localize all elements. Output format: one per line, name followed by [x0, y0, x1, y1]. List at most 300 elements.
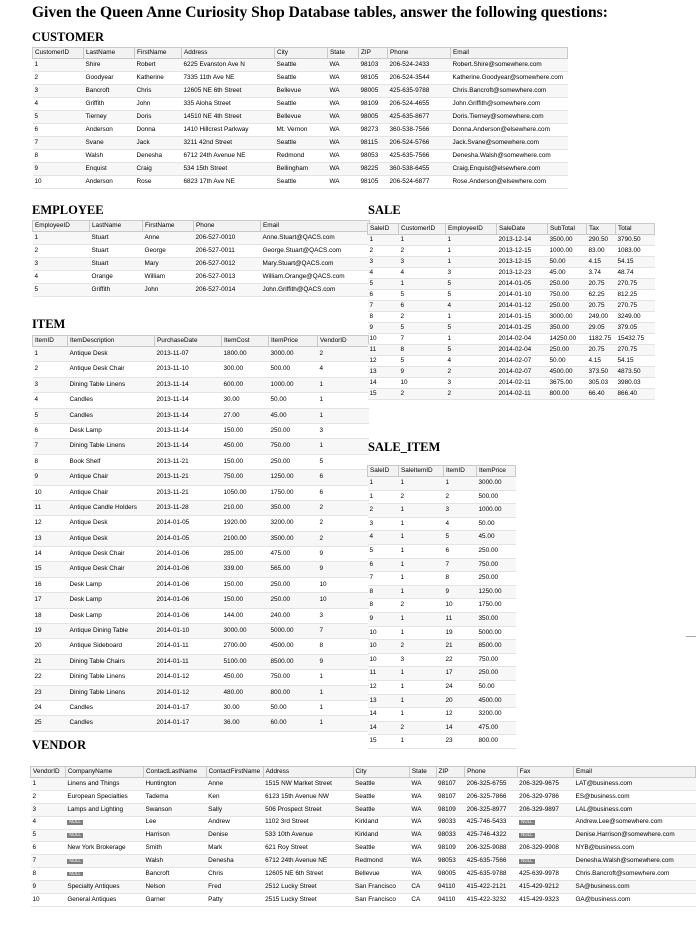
- table-cell: 9: [33, 470, 68, 485]
- table-cell: 1: [446, 257, 497, 268]
- table-cell: 25: [33, 716, 68, 731]
- table-cell: Mary: [143, 258, 194, 271]
- table-cell: 4: [446, 301, 497, 312]
- table-cell: Sally: [206, 803, 263, 816]
- table-cell: 4873.50: [616, 367, 655, 378]
- table-cell: Walsh: [144, 855, 207, 868]
- table-cell: 1410 Hillcrest Parkway: [182, 124, 275, 137]
- table-cell: 98053: [359, 150, 388, 163]
- table-cell: 750.00: [477, 653, 516, 667]
- table-cell: Seattle: [353, 790, 409, 803]
- table-cell: 1: [31, 778, 66, 791]
- table-cell: 1: [399, 694, 444, 708]
- table-row: [33, 577, 369, 592]
- table-cell: 36.00: [222, 716, 269, 731]
- table-cell: 2: [368, 504, 399, 518]
- table-cell: 3: [368, 517, 399, 531]
- column-header: Address: [182, 48, 275, 59]
- table-cell: 2: [399, 599, 444, 613]
- table-cell: 4: [368, 268, 399, 279]
- table-cell: 1: [446, 246, 497, 257]
- table-cell: 206-527-0013: [194, 271, 261, 284]
- table-row: [33, 111, 568, 124]
- table-cell: 9: [31, 881, 66, 894]
- table-cell: 10: [368, 626, 399, 640]
- table-cell: 2014-01-10: [497, 290, 548, 301]
- table-row: [368, 235, 655, 246]
- table-cell: 23: [33, 685, 68, 700]
- table-cell: 45.00: [548, 268, 587, 279]
- table-cell: 270.75: [616, 279, 655, 290]
- table-cell: Rose: [135, 176, 182, 189]
- table-cell: 150.00: [222, 454, 269, 469]
- table-cell: 2014-01-11: [155, 639, 222, 654]
- table-cell: 5: [368, 544, 399, 558]
- item-section-label: ITEM: [32, 317, 66, 331]
- null-badge: NULL: [521, 832, 533, 838]
- table-cell: San Francisco: [353, 894, 409, 907]
- table-row: [368, 694, 516, 708]
- table-cell: Andrew.Lee@somewhere.com: [573, 816, 695, 829]
- column-header: SaleID: [368, 466, 399, 477]
- table-cell: 1: [399, 626, 444, 640]
- table-cell: CA: [409, 894, 436, 907]
- table-row: [368, 544, 516, 558]
- table-cell: 450.00: [222, 670, 269, 685]
- employee-header-row: [33, 221, 370, 232]
- table-cell: 98005: [359, 85, 388, 98]
- table-cell: 1: [318, 716, 369, 731]
- column-header: LastName: [90, 221, 143, 232]
- table-cell: 750.00: [269, 439, 318, 454]
- table-row: [368, 312, 655, 323]
- table-cell: 250.00: [477, 667, 516, 681]
- column-header: Email: [573, 767, 695, 778]
- table-cell: WA: [409, 790, 436, 803]
- table-row: [33, 454, 369, 469]
- table-cell: 3500.00: [269, 531, 318, 546]
- table-cell: 10: [318, 593, 369, 608]
- table-cell: 2014-01-12: [155, 670, 222, 685]
- table-cell: 10: [368, 334, 399, 345]
- table-cell: 3: [318, 608, 369, 623]
- table-cell: 10: [318, 577, 369, 592]
- table-row: [368, 279, 655, 290]
- table-cell: 450.00: [222, 439, 269, 454]
- table-cell: 3: [399, 257, 446, 268]
- table-cell: WA: [409, 778, 436, 791]
- table-cell: 11: [368, 345, 399, 356]
- table-cell: 2: [318, 516, 369, 531]
- table-row: [33, 700, 369, 715]
- table-cell: 2: [368, 246, 399, 257]
- table-cell: 20.75: [587, 279, 616, 290]
- table-cell: 10: [33, 485, 68, 500]
- table-cell: 350.00: [548, 323, 587, 334]
- table-row: [368, 640, 516, 654]
- column-header: ZIP: [436, 767, 465, 778]
- table-cell: 50.00: [477, 680, 516, 694]
- column-header: Total: [616, 224, 655, 235]
- table-cell: 10: [368, 653, 399, 667]
- table-cell: Specialty Antiques: [65, 881, 143, 894]
- table-cell: Stuart: [90, 232, 143, 245]
- table-cell: 2014-01-06: [155, 593, 222, 608]
- table-cell: 24: [444, 680, 477, 694]
- table-cell: 3000.00: [477, 477, 516, 491]
- table-cell: 206-524-6877: [388, 176, 451, 189]
- table-cell: Bellevue: [353, 868, 409, 881]
- table-cell: WA: [328, 163, 359, 176]
- table-cell: 98115: [359, 137, 388, 150]
- table-cell: WA: [409, 842, 436, 855]
- table-cell: Bancroft: [144, 868, 207, 881]
- table-cell: WA: [409, 868, 436, 881]
- table-cell: 750.00: [269, 670, 318, 685]
- table-cell: 6: [368, 290, 399, 301]
- table-cell: 3211 42nd Street: [182, 137, 275, 150]
- table-cell: 14: [368, 708, 399, 722]
- table-cell: 45.00: [477, 531, 516, 545]
- table-cell: 206-325-7866: [465, 790, 518, 803]
- table-row: [33, 470, 369, 485]
- table-row: [33, 98, 568, 111]
- table-cell: Nelson: [144, 881, 207, 894]
- table-cell: Ken: [206, 790, 263, 803]
- table-cell: WA: [328, 85, 359, 98]
- table-cell: 6: [33, 124, 84, 137]
- table-cell: 6: [318, 470, 369, 485]
- table-cell: CA: [409, 881, 436, 894]
- table-cell: 1050.00: [222, 485, 269, 500]
- table-cell: WA: [328, 59, 359, 72]
- table-cell: Antique Desk Chair: [68, 547, 155, 562]
- table-row: [33, 258, 370, 271]
- table-row: [33, 670, 369, 685]
- table-row: [368, 367, 655, 378]
- table-cell: WA: [409, 855, 436, 868]
- table-cell: 4: [33, 271, 90, 284]
- table-cell: 9: [318, 547, 369, 562]
- employee-table: [32, 220, 370, 297]
- table-cell: [517, 816, 573, 829]
- table-cell: 7: [368, 572, 399, 586]
- table-cell: [65, 829, 143, 842]
- table-cell: WA: [328, 111, 359, 124]
- table-cell: 5000.00: [269, 624, 318, 639]
- sale-section-label: SALE: [368, 203, 401, 217]
- table-cell: 21: [33, 654, 68, 669]
- table-cell: 750.00: [222, 470, 269, 485]
- table-cell: 11: [444, 612, 477, 626]
- table-cell: 206-325-9088: [465, 842, 518, 855]
- table-cell: 150.00: [222, 593, 269, 608]
- table-row: [368, 735, 516, 749]
- column-header: ContactFirstName: [206, 767, 263, 778]
- table-cell: Candles: [68, 393, 155, 408]
- table-cell: Andrew: [206, 816, 263, 829]
- table-cell: 1: [33, 347, 68, 362]
- table-cell: 2014-01-05: [155, 531, 222, 546]
- table-cell: 373.50: [587, 367, 616, 378]
- table-cell: 5: [446, 290, 497, 301]
- table-cell: New York Brokerage: [65, 842, 143, 855]
- table-cell: 1000.00: [269, 377, 318, 392]
- table-cell: Mt. Vernon: [275, 124, 328, 137]
- table-cell: 600.00: [222, 377, 269, 392]
- table-cell: 48.74: [616, 268, 655, 279]
- table-cell: 2013-11-14: [155, 408, 222, 423]
- table-cell: 10: [368, 640, 399, 654]
- column-header: VendorID: [31, 767, 66, 778]
- table-cell: 425-635-7566: [388, 150, 451, 163]
- table-cell: 3: [318, 423, 369, 438]
- table-cell: 2512 Lucky Street: [263, 881, 353, 894]
- null-badge: NULL: [69, 870, 81, 876]
- table-cell: 2013-11-21: [155, 454, 222, 469]
- table-cell: Donna: [135, 124, 182, 137]
- table-cell: 21: [444, 640, 477, 654]
- table-row: [368, 301, 655, 312]
- table-cell: 5: [446, 323, 497, 334]
- table-cell: Rose.Anderson@elsewhere.com: [451, 176, 568, 189]
- table-cell: 1000.00: [477, 504, 516, 518]
- table-cell: 475.00: [269, 547, 318, 562]
- table-row: [33, 59, 568, 72]
- table-cell: 7: [33, 137, 84, 150]
- table-cell: 565.00: [269, 562, 318, 577]
- null-badge: NULL: [69, 832, 81, 838]
- table-cell: Chris.Bancroft@somewhere.com: [573, 868, 695, 881]
- table-cell: 425-635-8677: [388, 111, 451, 124]
- table-row: [368, 334, 655, 345]
- table-cell: 1: [368, 235, 399, 246]
- table-cell: 206-524-3544: [388, 72, 451, 85]
- null-badge: NULL: [69, 858, 81, 864]
- table-cell: Desk Lamp: [68, 593, 155, 608]
- table-cell: 3: [33, 258, 90, 271]
- table-cell: 1: [33, 232, 90, 245]
- table-cell: WA: [328, 72, 359, 85]
- table-cell: 7: [399, 334, 446, 345]
- table-cell: 1: [318, 377, 369, 392]
- table-cell: 206-524-5766: [388, 137, 451, 150]
- table-cell: 1250.00: [269, 470, 318, 485]
- table-cell: 18: [33, 608, 68, 623]
- table-cell: 4500.00: [269, 639, 318, 654]
- table-cell: SA@business.com: [573, 881, 695, 894]
- table-cell: Antique Desk: [68, 531, 155, 546]
- table-row: [368, 599, 516, 613]
- table-cell: WA: [328, 124, 359, 137]
- table-row: [33, 284, 370, 297]
- table-cell: 23: [444, 735, 477, 749]
- table-cell: 534 15th Street: [182, 163, 275, 176]
- table-cell: 3675.00: [548, 378, 587, 389]
- table-cell: 9: [444, 585, 477, 599]
- vendor-section-label: VENDOR: [32, 738, 87, 752]
- table-cell: 12: [368, 356, 399, 367]
- table-cell: 50.00: [477, 517, 516, 531]
- table-cell: 15: [368, 389, 399, 400]
- table-row: [368, 626, 516, 640]
- table-cell: 20: [33, 639, 68, 654]
- table-cell: 4: [444, 517, 477, 531]
- table-cell: 1: [399, 572, 444, 586]
- table-cell: Antique Chair: [68, 485, 155, 500]
- table-cell: 1: [368, 477, 399, 491]
- table-cell: Anderson: [84, 124, 135, 137]
- table-cell: 350.00: [477, 612, 516, 626]
- table-cell: 98107: [436, 790, 465, 803]
- table-cell: John: [143, 284, 194, 297]
- table-cell: 480.00: [222, 685, 269, 700]
- table-cell: 800.00: [269, 685, 318, 700]
- table-cell: 2014-01-11: [155, 654, 222, 669]
- table-cell: 4: [446, 356, 497, 367]
- table-cell: 250.00: [269, 593, 318, 608]
- table-cell: Dining Table Linens: [68, 439, 155, 454]
- table-cell: WA: [328, 98, 359, 111]
- table-cell: WA: [328, 150, 359, 163]
- table-cell: 1: [399, 544, 444, 558]
- table-row: [33, 176, 568, 189]
- table-row: [368, 653, 516, 667]
- table-cell: 290.50: [587, 235, 616, 246]
- table-cell: 4.15: [587, 257, 616, 268]
- table-cell: 2013-12-14: [497, 235, 548, 246]
- table-cell: 2013-12-23: [497, 268, 548, 279]
- table-cell: 2014-02-04: [497, 334, 548, 345]
- table-cell: 50.00: [548, 356, 587, 367]
- table-row: [368, 257, 655, 268]
- table-cell: 300.00: [222, 362, 269, 377]
- table-cell: Seattle: [275, 137, 328, 150]
- table-cell: European Specialties: [65, 790, 143, 803]
- table-cell: [517, 855, 573, 868]
- table-cell: 1800.00: [222, 347, 269, 362]
- table-cell: 4: [318, 362, 369, 377]
- table-cell: Svane: [84, 137, 135, 150]
- table-cell: Denesha: [135, 150, 182, 163]
- table-cell: 206-329-9908: [517, 842, 573, 855]
- table-cell: 2013-11-14: [155, 377, 222, 392]
- table-cell: Mary.Stuart@QACS.com: [261, 258, 370, 271]
- table-cell: 7: [31, 855, 66, 868]
- table-cell: Katherine.Goodyear@somewhere.com: [451, 72, 568, 85]
- table-cell: 9: [368, 612, 399, 626]
- table-row: [33, 137, 568, 150]
- table-cell: Enquist: [84, 163, 135, 176]
- table-cell: 1: [399, 235, 446, 246]
- table-cell: Garner: [144, 894, 207, 907]
- table-cell: Seattle: [275, 98, 328, 111]
- table-cell: 12605 NE 6th Street: [182, 85, 275, 98]
- table-cell: Shire: [84, 59, 135, 72]
- table-row: [31, 868, 696, 881]
- table-cell: Antique Sideboard: [68, 639, 155, 654]
- table-row: [368, 504, 516, 518]
- table-cell: 360-538-6455: [388, 163, 451, 176]
- table-cell: 5: [33, 111, 84, 124]
- table-cell: 12: [368, 680, 399, 694]
- table-cell: 533 10th Avenue: [263, 829, 353, 842]
- table-cell: 1: [399, 279, 446, 290]
- table-cell: Chris: [135, 85, 182, 98]
- column-header: ContactLastName: [144, 767, 207, 778]
- table-cell: 812.25: [616, 290, 655, 301]
- table-cell: 98103: [359, 59, 388, 72]
- table-cell: 98105: [359, 176, 388, 189]
- column-header: State: [328, 48, 359, 59]
- table-cell: Orange: [90, 271, 143, 284]
- sale-table: [367, 223, 655, 400]
- table-cell: 2014-01-05: [497, 279, 548, 290]
- table-cell: 8500.00: [477, 640, 516, 654]
- table-cell: 2: [399, 721, 444, 735]
- sale-item-header-row: [368, 466, 516, 477]
- table-cell: Robert: [135, 59, 182, 72]
- table-cell: 2: [444, 490, 477, 504]
- column-header: ItemPrice: [477, 466, 516, 477]
- table-row: [33, 562, 369, 577]
- sale-item-section-label: SALE_ITEM: [368, 440, 441, 454]
- table-cell: Antique Desk: [68, 347, 155, 362]
- table-cell: General Antiques: [65, 894, 143, 907]
- table-cell: 1: [399, 612, 444, 626]
- table-cell: 2013-12-15: [497, 257, 548, 268]
- table-cell: 2: [33, 72, 84, 85]
- column-header: City: [353, 767, 409, 778]
- table-cell: 10: [399, 378, 446, 389]
- table-cell: 94110: [436, 894, 465, 907]
- table-row: [33, 124, 568, 137]
- table-cell: Seattle: [353, 842, 409, 855]
- table-cell: 6: [444, 544, 477, 558]
- table-cell: 1: [444, 477, 477, 491]
- table-cell: Antique Desk Chair: [68, 562, 155, 577]
- table-row: [33, 163, 568, 176]
- table-cell: 5000.00: [477, 626, 516, 640]
- table-cell: 1: [446, 334, 497, 345]
- table-row: [33, 654, 369, 669]
- customer-section-label: CUSTOMER: [32, 30, 105, 44]
- table-cell: 2: [33, 245, 90, 258]
- table-cell: 250.00: [477, 572, 516, 586]
- table-cell: 2014-01-10: [155, 624, 222, 639]
- table-cell: 250.00: [548, 301, 587, 312]
- table-cell: 98105: [359, 72, 388, 85]
- table-cell: 2013-11-21: [155, 485, 222, 500]
- table-row: [33, 639, 369, 654]
- column-header: Phone: [465, 767, 518, 778]
- table-cell: Griffith: [84, 98, 135, 111]
- table-cell: 2: [399, 312, 446, 323]
- table-cell: 2014-02-04: [497, 345, 548, 356]
- table-cell: Goodyear: [84, 72, 135, 85]
- column-header: ItemCost: [222, 336, 269, 347]
- table-cell: Bellingham: [275, 163, 328, 176]
- table-cell: [517, 829, 573, 842]
- column-header: State: [409, 767, 436, 778]
- table-cell: 4: [33, 98, 84, 111]
- table-cell: 506 Prospect Street: [263, 803, 353, 816]
- table-cell: Jack: [135, 137, 182, 150]
- table-cell: 98033: [436, 829, 465, 842]
- table-cell: 1515 NW Market Street: [263, 778, 353, 791]
- table-cell: 206-524-2433: [388, 59, 451, 72]
- column-header: Tax: [587, 224, 616, 235]
